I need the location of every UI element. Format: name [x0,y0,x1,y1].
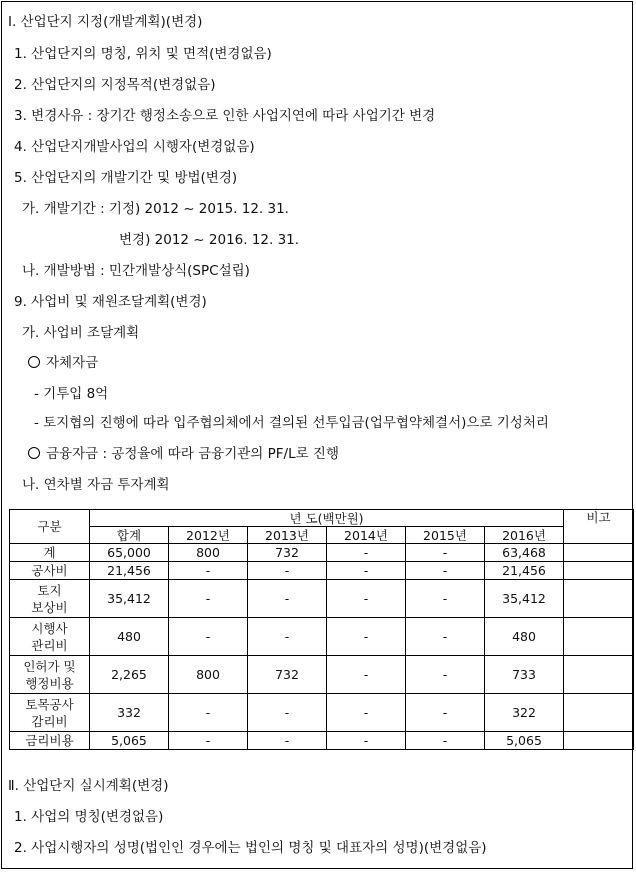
finance-funds-label: 금융자금 : 공정율에 따라 금융기관의 PF/L로 진행 [46,446,340,462]
annual-investment-table [9,509,634,750]
row-note [564,580,634,618]
section-2-item-1: 1. 사업의 명칭(변경없음) [14,809,164,825]
row-value: 733 [485,656,564,694]
row-value: 800 [169,656,248,694]
item-3-change-reason: 3. 변경사유 : 장기간 행정소송으로 인한 사업지연에 따라 사업기간 변경 [14,108,436,124]
own-funds-label: 자체자금 [46,355,99,371]
item-9-cost-funding: 9. 사업비 및 재원조달계획(변경) [14,294,207,310]
section-1-title: Ⅰ. 산업단지 지정(개발계획)(변경) [8,14,203,30]
table-body [10,544,634,750]
row-value: 480 [90,618,169,656]
row-note [564,656,634,694]
item-1-name-location-area: 1. 산업단지의 명칭, 위치 및 면적(변경없음) [14,46,272,62]
row-note [564,618,634,656]
row-value: 65,000 [90,544,169,562]
row-value: 63,468 [485,544,564,562]
table-row [10,562,634,580]
row-value: 5,065 [485,732,564,750]
row-value: - [327,544,406,562]
row-value: 332 [90,694,169,732]
item-9a-funding-plan: 가. 사업비 조달계획 [22,325,140,341]
header-2015: 2015년 [406,527,485,544]
row-value: 5,065 [90,732,169,750]
table-row [10,694,634,732]
table-row [10,580,634,618]
own-funds-item [28,354,98,372]
row-value: 480 [485,618,564,656]
header-2016: 2016년 [485,527,564,544]
header-category: 구분 [10,510,90,544]
row-value: - [327,562,406,580]
row-note [564,562,634,580]
item-5a-period-changed: 변경) 2012 ~ 2016. 12. 31. [119,232,300,248]
row-value: - [248,732,327,750]
item-5b-method: 나. 개발방법 : 민간개발상식(SPC설립) [22,263,250,279]
row-value: - [327,732,406,750]
row-value: - [406,694,485,732]
row-value: - [327,656,406,694]
header-total: 합계 [90,527,169,544]
row-value: - [248,580,327,618]
row-label: 토목공사 감리비 [10,694,90,732]
row-label: 공사비 [10,562,90,580]
row-value: - [406,544,485,562]
circle-bullet-icon [28,356,40,368]
row-value: - [327,694,406,732]
row-value: - [406,656,485,694]
row-value: 21,456 [90,562,169,580]
header-year-group: 년 도(백만원) [90,510,564,527]
row-label: 시행사 관리비 [10,618,90,656]
finance-funds-item [28,445,339,463]
row-note [564,732,634,750]
item-5-period-method: 5. 산업단지의 개발기간 및 방법(변경) [14,170,238,186]
own-funds-sub-2: - 토지협의 진행에 따라 입주협의체에서 결의된 선투입금(업무협약체결서)으로 기성처리 [34,415,549,431]
row-value: - [169,580,248,618]
item-2-designation-purpose: 2. 산업단지의 지정목적(변경없음) [14,77,216,93]
table-row [10,732,634,750]
row-value: 800 [169,544,248,562]
row-value: 2,265 [90,656,169,694]
row-value: - [406,580,485,618]
row-value: 35,412 [90,580,169,618]
row-value: - [406,732,485,750]
row-note [564,694,634,732]
row-value: - [327,580,406,618]
row-value: - [406,618,485,656]
row-value: 322 [485,694,564,732]
row-value: - [248,562,327,580]
item-5a-period-original: 가. 개발기간 : 기정) 2012 ~ 2015. 12. 31. [22,201,289,217]
row-value: 732 [248,656,327,694]
table-row [10,544,634,562]
row-label: 계 [10,544,90,562]
row-value: 732 [248,544,327,562]
row-label: 금리비용 [10,732,90,750]
own-funds-sub-1: - 기투입 8억 [34,386,109,402]
header-2013: 2013년 [248,527,327,544]
row-label: 토지 보상비 [10,580,90,618]
circle-bullet-icon [28,447,40,459]
header-2014: 2014년 [327,527,406,544]
row-value: - [169,732,248,750]
row-value: 35,412 [485,580,564,618]
item-9b-annual-plan: 나. 연차별 자금 투자계획 [22,477,170,493]
row-value: - [169,618,248,656]
header-note: 비고 [564,510,634,544]
header-2012: 2012년 [169,527,248,544]
row-value: - [169,562,248,580]
row-value: 21,456 [485,562,564,580]
row-value: - [327,618,406,656]
table-row [10,656,634,694]
row-value: - [248,618,327,656]
row-value: - [169,694,248,732]
section-2-item-2: 2. 사업시행자의 성명(법인인 경우에는 법인의 명칭 및 대표자의 성명)(변경없음) [14,840,487,856]
row-note [564,544,634,562]
row-label: 인허가 및 행정비용 [10,656,90,694]
row-value: - [248,694,327,732]
section-2-title: Ⅱ. 산업단지 실시계획(변경) [8,778,169,794]
row-value: - [406,562,485,580]
item-4-developer: 4. 산업단지개발사업의 시행자(변경없음) [14,139,255,155]
table-row [10,618,634,656]
